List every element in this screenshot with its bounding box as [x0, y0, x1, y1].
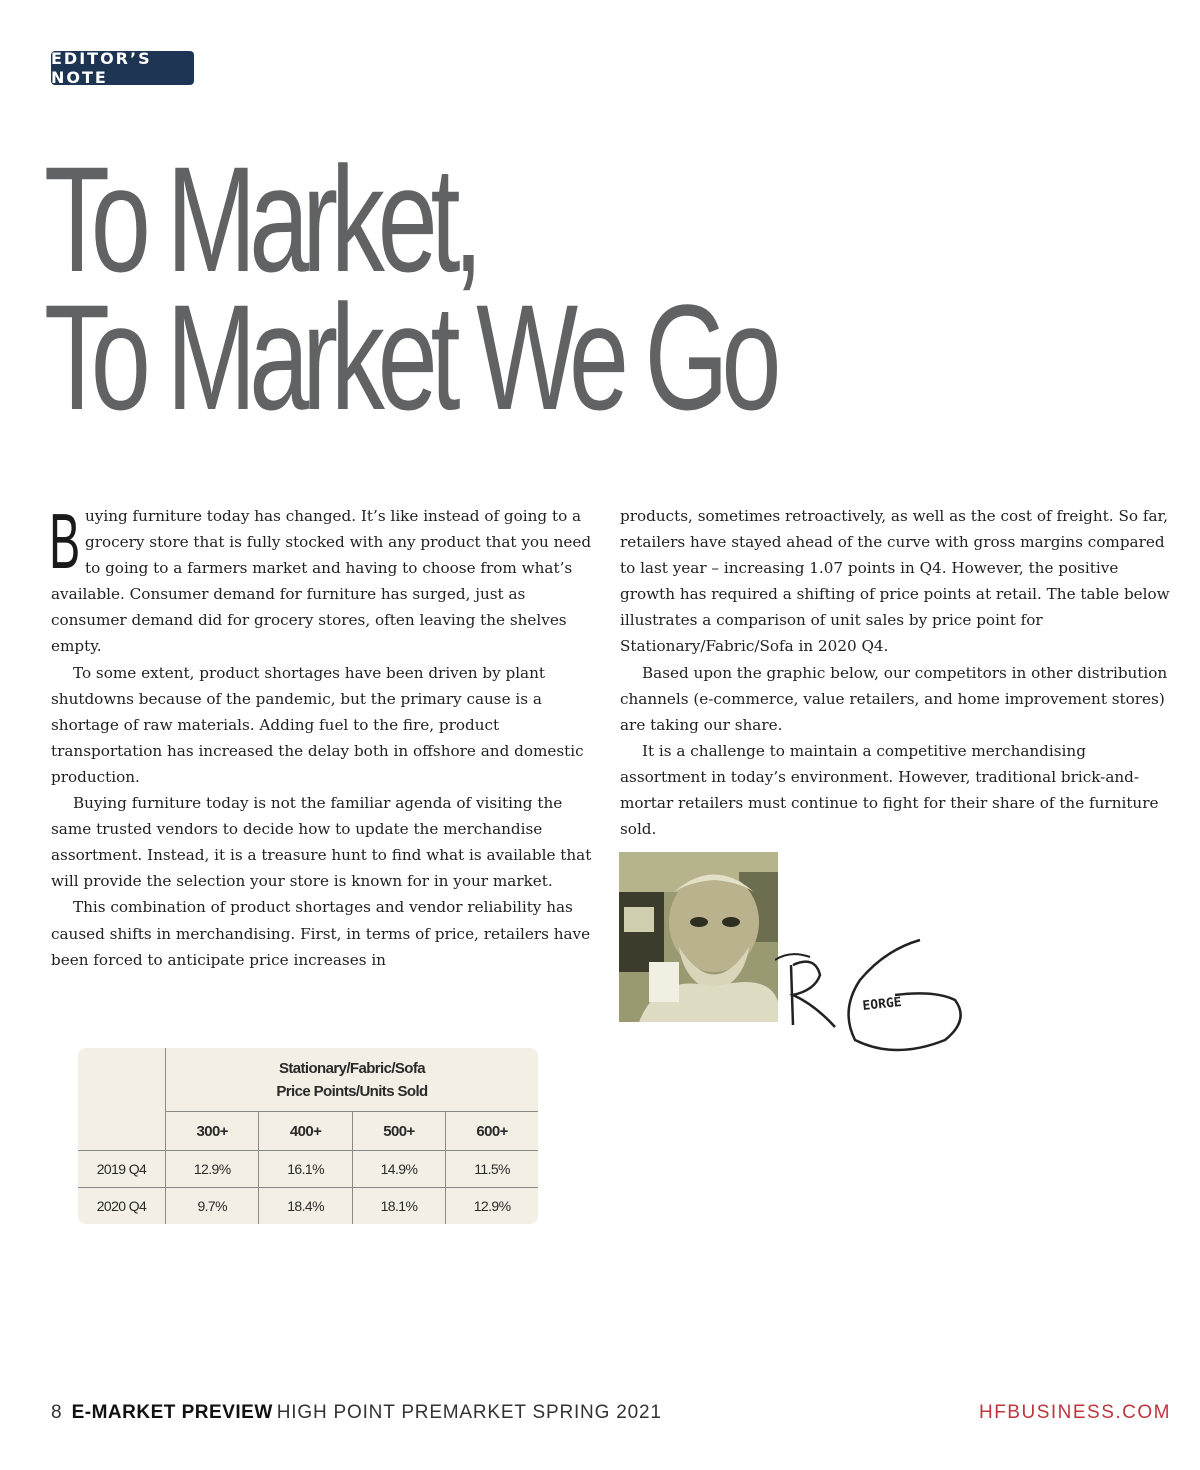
issue-name: HIGH POINT PREMARKET SPRING 2021 [276, 1402, 662, 1423]
article-column-2 [620, 503, 1172, 842]
article-paragraph: Based upon the graphic below, our competitors in other distribution channels (e-commerce, value retailers, and home improvement stores) are taking our share. [620, 663, 1168, 734]
author-photo [619, 852, 778, 1022]
page-number: 8 [51, 1402, 62, 1423]
article-paragraph: This combination of product shortages and vendor reliability has caused shifts in merchandising. First, in terms of price, retailers have been forced to anticipate price increases in [51, 898, 591, 969]
article-column-1 [49, 497, 599, 973]
table-row [78, 1151, 538, 1188]
table-row [78, 1188, 538, 1225]
article-paragraph: It is a challenge to maintain a competitive merchandising assortment in today’s environment. However, traditional brick-and-mortar retailers must continue to fight for their share of the furniture sold. [620, 741, 1159, 839]
table-column-header: 300+ [166, 1112, 259, 1151]
table-header-empty [78, 1112, 166, 1151]
table-cell: 14.9% [352, 1151, 445, 1188]
section-tag: EDITOR’S NOTE [51, 51, 194, 85]
table-column-header: 600+ [446, 1112, 538, 1151]
headline-line-2: To Market We Go [44, 273, 775, 441]
table-cell: 12.9% [446, 1188, 538, 1225]
price-points-table [78, 1048, 538, 1224]
article-paragraph: products, sometimes retroactively, as well as the cost of freight. So far, retailers have stayed ahead of the curve with gross margins compared to last year – increasing 1.07 points in Q4. However, the positive growth has required a shifting of price points at retail. The table below illustrates a comparison of unit sales by price point for Stationary/Fabric/Sofa in 2020 Q4. [620, 507, 1170, 656]
table-header-row [78, 1112, 538, 1151]
table-row-label: 2019 Q4 [78, 1151, 166, 1188]
article-paragraph: Buying furniture today is not the familiar agenda of visiting the same trusted vendors to decide how to update the merchandise assortment. Instead, it is a treasure hunt to find what is available that will provide the selection your store is known for in your market. [51, 794, 592, 891]
headline [44, 135, 775, 441]
headline-line-1: To Market, [44, 135, 477, 303]
article-paragraph: To some extent, product shortages have been driven by plant shutdowns because of the pandemic, but the primary cause is a shortage of raw materials. Adding fuel to the fire, product transportation has increased the delay both in offshore and domestic production. [51, 663, 584, 786]
table-cell: 18.1% [352, 1188, 445, 1225]
table-row-label: 2020 Q4 [78, 1188, 166, 1225]
table-cell: 11.5% [446, 1151, 538, 1188]
page-footer [51, 1402, 1171, 1424]
table-corner [78, 1048, 166, 1112]
table-cell: 16.1% [259, 1151, 352, 1188]
table-cell: 12.9% [166, 1151, 259, 1188]
signature-text: EORGE [861, 994, 903, 1014]
table-title: Stationary/Fabric/Sofa Price Points/Units Sold [166, 1048, 539, 1112]
magazine-name: E-MARKET PREVIEW [71, 1402, 273, 1423]
website-link[interactable]: HFBUSINESS.COM [978, 1402, 1171, 1423]
drop-cap: B [49, 497, 81, 585]
table-column-header: 500+ [352, 1112, 445, 1151]
table-cell: 9.7% [166, 1188, 259, 1225]
article-paragraph: Buying furniture today has changed. It’s like instead of going to a grocery store that is fully stocked with any product that you need to going to a farmers market and having to choose from what’s available. Consumer demand for furniture has surged, just as consumer demand did for grocery stores, often leaving the shelves empty. [49, 497, 592, 656]
table-cell: 18.4% [259, 1188, 352, 1225]
table-column-header: 400+ [259, 1112, 352, 1151]
signature [775, 935, 970, 1055]
